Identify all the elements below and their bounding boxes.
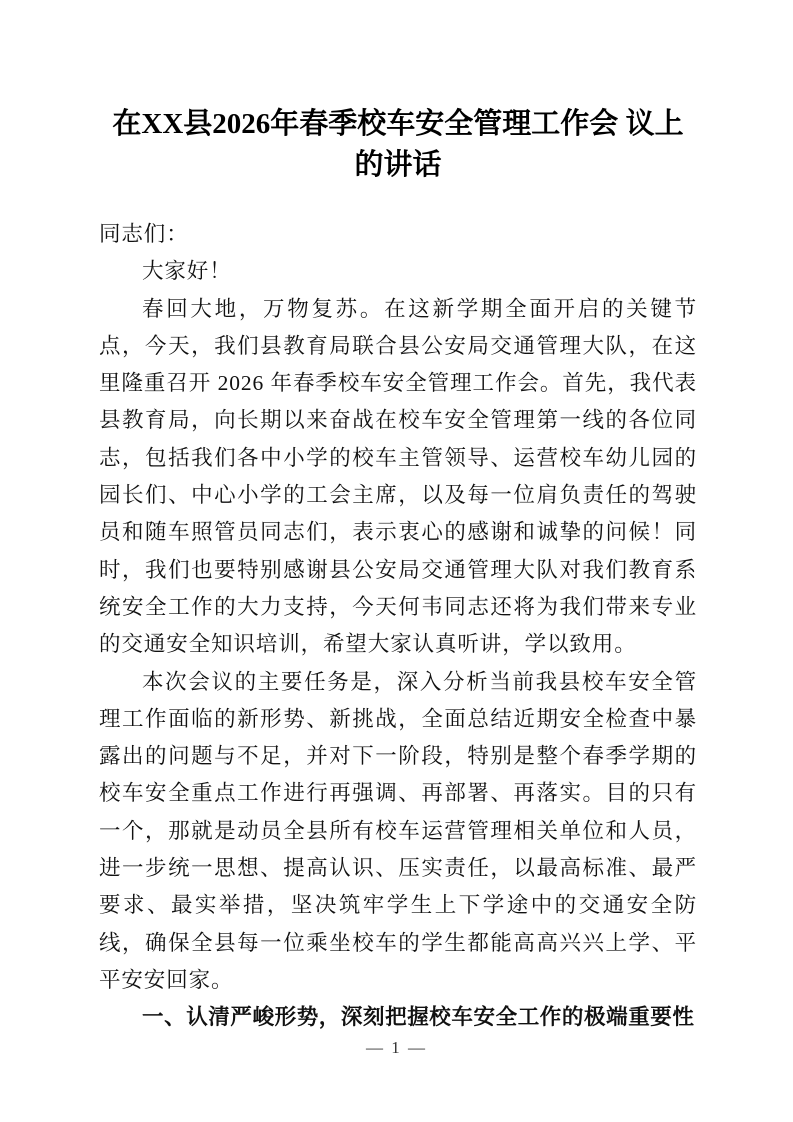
page-title-line-2: 议上的讲话 <box>354 108 684 181</box>
page-title <box>99 0 697 186</box>
paragraph-salutation: 同志们： <box>99 222 189 246</box>
page-number: — 1 — <box>366 1038 427 1057</box>
document-body <box>99 216 697 1037</box>
page-footer <box>0 1038 793 1058</box>
page-title-line-1: 在XX县2026年春季校车安全管理工作会 <box>112 108 619 140</box>
document-content-column <box>99 0 697 1037</box>
paragraph-meeting-task: 本次会议的主要任务是，深入分析当前我县校车安全管理工作面临的新形势、新挑战，全面总结近期安全检查中暴露出的问题与不足，并对下一阶段，特别是整个春季学期的校车安全重点工作进行再强调、再部署、再落实。目的只有一个，那就是动员全县所有校车运营管理相关单位和人员，进一步统一思想、提高认识、压实责任，以最高标准、最严要求、最实举措，坚决筑牢学生上下学途中的交通安全防线，确保全县每一位乘坐校车的学生都能高高兴兴上学、平平安安回家。 <box>99 669 697 992</box>
section-heading-one: 一、认清严峻形势，深刻把握校车安全工作的极端重要性 <box>142 1005 695 1030</box>
paragraph-opening: 春回大地，万物复苏。在这新学期全面开启的关键节点，今天，我们县教育局联合县公安局交通管理大队，在这里隆重召开 2026 年春季校车安全管理工作会。首先，我代表县教育局，向长期以来奋战在校车安全管理第一线的各位同志，包括我们各中小学的校车主管领导、运营校车幼儿园的园长们、中心小学的工会主席，以及每一位肩负责任的驾驶员和随车照管员同志们，表示衷心的感谢和诚挚的问候！同时，我们也要特别感谢县公安局交通管理大队对我们教育系统安全工作的大力支持，今天何韦同志还将为我们带来专业的交通安全知识培训，希望大家认真听讲，学以致用。 <box>99 296 697 657</box>
paragraph-greeting: 大家好！ <box>142 259 232 284</box>
